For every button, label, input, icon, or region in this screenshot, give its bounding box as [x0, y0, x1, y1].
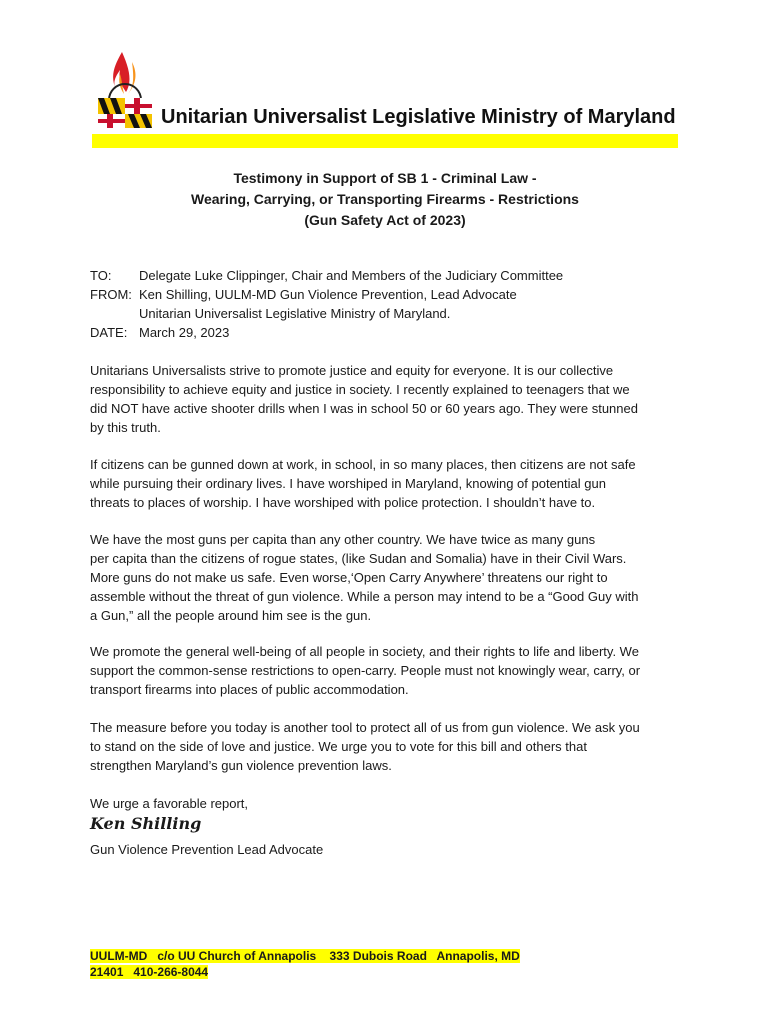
paragraph-2: [90, 455, 690, 512]
p5-line: The measure before you today is another tool to protect all of us from gun violence. We ask you: [90, 720, 640, 735]
header-divider: [92, 134, 678, 148]
p3-line: More guns do not make us safe. Even worse,‘Open Carry Anywhere’ threatens our right to: [90, 570, 608, 585]
memo-date: [90, 323, 563, 342]
p1-line: responsibility to achieve equity and justice in society. I recently explained to teenagers that we: [90, 382, 630, 397]
p1-line: by this truth.: [90, 420, 161, 435]
p2-line: while pursuing their ordinary lives. I have worshiped in Maryland, knowing of potential gun: [90, 476, 606, 491]
p4-line: transport firearms into places of public accommodation.: [90, 682, 409, 697]
p3-line: assemble without the threat of gun violence. While a person may intend to be a “Good Guy with: [90, 589, 639, 604]
memo-block: [90, 266, 563, 342]
signature: Ken Shilling: [90, 814, 202, 833]
memo-from-value: Ken Shilling, UULM-MD Gun Violence Prevention, Lead Advocate: [139, 287, 517, 302]
paragraph-3: [90, 530, 690, 625]
flaming-chalice-icon: [92, 48, 158, 130]
p3-line: We have the most guns per capita than any other country. We have twice as many guns: [90, 532, 596, 547]
memo-to-value: Delegate Luke Clippinger, Chair and Members of the Judiciary Committee: [139, 268, 564, 283]
p2-line: If citizens can be gunned down at work, in school, in so many places, then citizens are not safe: [90, 457, 636, 472]
uulm-logo: [92, 48, 158, 130]
closing-text: We urge a favorable report,: [90, 796, 249, 811]
heading-line-1: Testimony in Support of SB 1 - Criminal Law -: [233, 170, 537, 186]
memo-from-value-2: Unitarian Universalist Legislative Ministry of Maryland.: [139, 306, 451, 321]
p3-line: per capita than the citizens of rogue states, (like Sudan and Somalia) have in their Civil Wars.: [90, 551, 627, 566]
p5-line: strengthen Maryland’s gun violence prevention laws.: [90, 758, 392, 773]
p2-line: threats to places of worship. I have worshiped with police protection. I shouldn’t have to.: [90, 495, 596, 510]
p1-line: Unitarians Universalists strive to promote justice and equity for everyone. It is our collective: [90, 363, 614, 378]
heading-line-3: (Gun Safety Act of 2023): [304, 212, 466, 228]
footer-line-2: 21401 410-266-8044: [90, 965, 209, 979]
testimony-heading: [0, 168, 770, 231]
p3-line: a Gun,” all the people around him see is the gun.: [90, 608, 372, 623]
memo-to: [90, 266, 563, 285]
footer-line-1: UULM-MD c/o UU Church of Annapolis 333 Dubois Road Annapolis, MD: [90, 949, 520, 963]
paragraph-5: [90, 718, 690, 775]
paragraph-1: [90, 361, 690, 437]
memo-to-label: TO:: [90, 268, 112, 283]
footer-address: [90, 948, 520, 980]
p4-line: We promote the general well-being of all people in society, and their rights to life and liberty. We: [90, 644, 639, 659]
signature-title: Gun Violence Prevention Lead Advocate: [90, 842, 324, 857]
memo-date-label: DATE:: [90, 325, 128, 340]
memo-from: [90, 285, 563, 304]
memo-date-value: March 29, 2023: [139, 325, 230, 340]
paragraph-4: [90, 642, 690, 699]
org-title: Unitarian Universalist Legislative Ministry of Maryland: [161, 106, 676, 128]
closing: [90, 794, 690, 813]
p5-line: to stand on the side of love and justice. We urge you to vote for this bill and others that: [90, 739, 587, 754]
heading-line-2: Wearing, Carrying, or Transporting Firearms - Restrictions: [191, 191, 579, 207]
p4-line: support the common-sense restrictions to open-carry. People must not knowingly wear, carry, or: [90, 663, 641, 678]
p1-line: did NOT have active shooter drills when I was in school 50 or 60 years ago. They were stunned: [90, 401, 638, 416]
memo-from-label: FROM:: [90, 287, 132, 302]
